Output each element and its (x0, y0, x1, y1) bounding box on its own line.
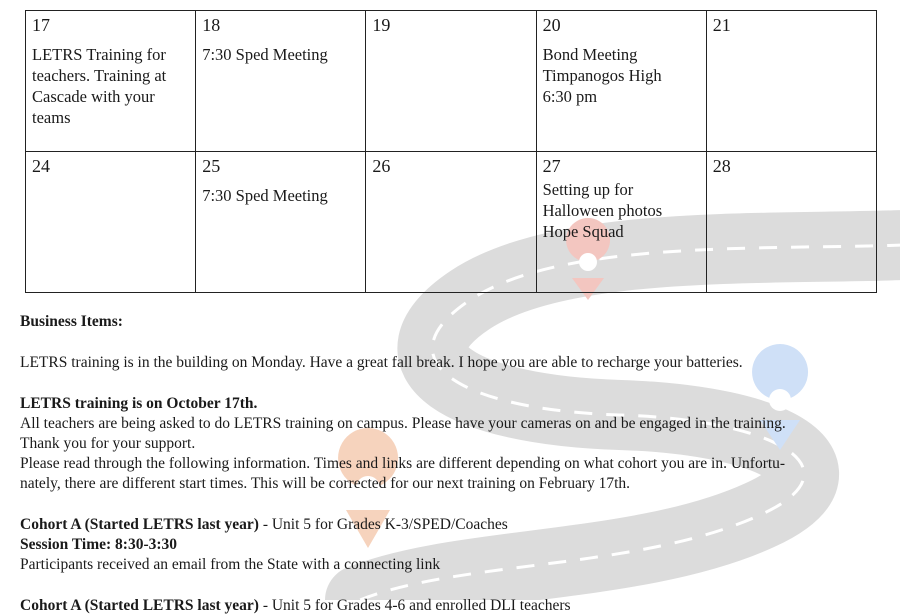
day-number: 25 (202, 156, 221, 176)
calendar-day-cell (26, 152, 196, 293)
day-number: 24 (32, 156, 50, 176)
calendar-day-cell (536, 152, 706, 293)
letrs-paragraph-line: All teachers are being asked to do LETRS training on campus. Please have your cameras on and be engaged in the training. (20, 415, 786, 432)
business-items-section (20, 312, 880, 616)
day-number: 18 (202, 15, 221, 35)
calendar-day-cell (366, 11, 536, 152)
business-intro: LETRS training is in the building on Monday. Have a great fall break. I hope you are able to recharge your batteries. (20, 354, 743, 371)
event-text: Bond Meeting Timpanogos High 6:30 pm (542, 45, 662, 106)
day-number: 19 (372, 15, 391, 35)
calendar-day-cell (196, 11, 366, 152)
letrs-paragraph-line: Please read through the following information. Times and links are different depending on what cohort you are in. Unfortu- (20, 455, 786, 472)
event-text: LETRS Training for teachers. Training at Cascade with your teams (32, 45, 167, 127)
day-number: 28 (712, 156, 731, 176)
event-text: 7:30 Sped Meeting (202, 186, 328, 205)
calendar-day-cell (536, 11, 706, 152)
letrs-heading: LETRS training is on October 17th. (20, 395, 258, 412)
day-number: 26 (372, 156, 391, 176)
calendar-day-cell (366, 152, 536, 293)
business-heading: Business Items: (20, 313, 123, 330)
cohort-a-line (20, 515, 880, 535)
calendar-week-row (26, 152, 877, 293)
participants-note: Participants received an email from the State with a connecting link (20, 556, 441, 573)
session-time: Session Time: 8:30-3:30 (20, 536, 178, 553)
day-number: 21 (712, 15, 731, 35)
day-number: 17 (32, 15, 50, 35)
event-text: 7:30 Sped Meeting (202, 45, 328, 64)
calendar-day-cell (196, 152, 366, 293)
cohort-a2-detail: - Unit 5 for Grades 4-6 and enrolled DLI teachers (258, 597, 571, 614)
calendar-grid (25, 10, 877, 293)
cohort-a2-label: Cohort A (Started LETRS last year) (20, 597, 259, 614)
calendar-week-row (26, 11, 877, 152)
calendar-day-cell (706, 11, 876, 152)
calendar-day-cell (26, 11, 196, 152)
cohort-a-detail: - Unit 5 for Grades K-3/SPED/Coaches (258, 516, 508, 533)
cohort-a2-line (20, 596, 880, 616)
day-number: 27 (542, 156, 561, 176)
event-text: Setting up for Halloween photos Hope Squad (542, 180, 663, 241)
cohort-a-label: Cohort A (Started LETRS last year) (20, 516, 259, 533)
letrs-paragraph-line: Thank you for your support. (20, 435, 196, 452)
letrs-paragraph-line: nately, there are different start times. This will be corrected for our next training on February 17th. (20, 475, 631, 492)
day-number: 20 (542, 15, 561, 35)
calendar-day-cell (706, 152, 876, 293)
